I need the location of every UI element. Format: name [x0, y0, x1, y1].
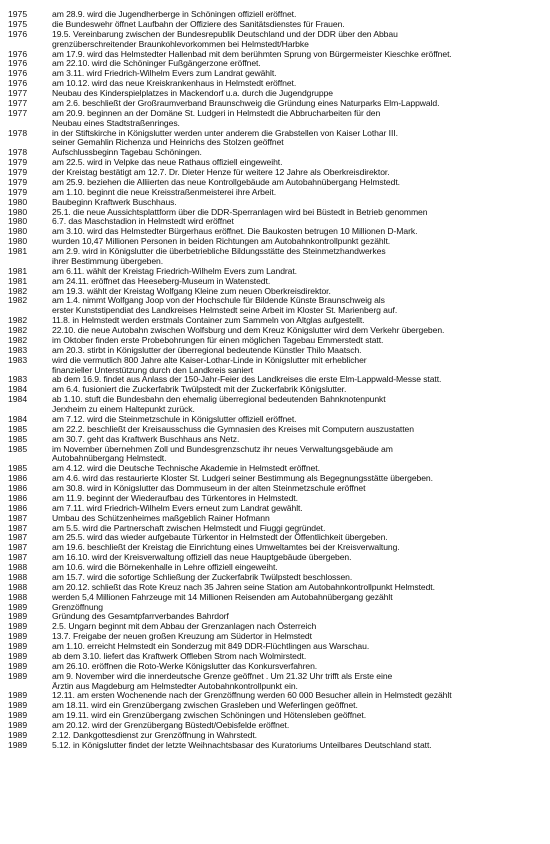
entry-text: am 7.11. wird Friedrich-Wilhelm Evers erneut zum Landrat gewählt. [52, 502, 303, 513]
entry-year: 1980 [8, 206, 28, 217]
entry-year: 1981 [8, 265, 28, 276]
entry-text: Baubeginn Kraftwerk Buschhaus. [52, 196, 177, 207]
entry-year: 1984 [8, 384, 28, 395]
entry-text: am 22.5. wird in Velpke das neue Rathaus offiziell eingeweiht. [52, 157, 283, 168]
entry-text: im November übernehmen Zoll und Bundesgrenzschutz ihr neues Verwaltungsgebäude am Autobahnübergang Helmstedt. [52, 443, 393, 464]
entry-year: 1983 [8, 374, 28, 385]
chronicle-entry [0, 30, 550, 50]
entry-year: 1988 [8, 571, 28, 582]
entry-text: werden 5,4 Millionen Fahrzeuge mit 14 Millionen Reisenden am Autobahnübergang gezählt [52, 591, 393, 602]
entry-year: 1989 [8, 710, 28, 721]
entry-year: 1976 [8, 48, 28, 59]
entry-year: 1987 [8, 522, 28, 533]
entry-text: am 19.11. wird ein Grenzübergang zwischen Schöningen und Hötensleben geöffnet. [52, 710, 367, 721]
entry-year: 1980 [8, 226, 28, 237]
entry-year: 1989 [8, 641, 28, 651]
entry-year: 1989 [8, 650, 28, 661]
entry-text: am 28.9. wird die Jugendherberge in Schöningen offiziell eröffnet. [52, 9, 297, 19]
entry-year: 1986 [8, 483, 28, 493]
entry-year: 1981 [8, 246, 28, 256]
chronicle-entry [0, 129, 550, 149]
entry-text: ab 1.10. stuft die Bundesbahn den ehemalig überregional bedeutenden Bahnknotenpunkt Jerxheim zu einem Haltepunkt zurück. [52, 394, 386, 414]
entry-year: 1976 [8, 58, 28, 69]
entry-year: 1988 [8, 591, 28, 602]
entry-year: 1979 [8, 186, 28, 197]
entry-text: ab dem 16.9. findet aus Anlass der 150-Jahr-Feier des Landkreises die erste Elm-Lappwald-Messe statt. [52, 374, 442, 385]
entry-text: am 25.5. wird das wieder aufgebaute Türkentor in Helmstedt der Öffentlichkeit übergeben. [52, 532, 388, 543]
entry-year: 1986 [8, 502, 28, 513]
entry-text: am 20.12. schließt das Rote Kreuz nach 35 Jahren seine Station am Autobahnkontrollpunkt Helmstedt. [52, 581, 435, 592]
entry-year: 1987 [8, 512, 28, 523]
entry-year: 1986 [8, 473, 28, 484]
entry-year: 1981 [8, 275, 28, 286]
entry-year: 1989 [8, 720, 28, 730]
entry-text: im Oktober finden erste Probebohrungen für einen möglichen Tagebau Emmerstedt statt. [52, 334, 384, 345]
entry-year: 1982 [8, 315, 28, 326]
entry-year: 1989 [8, 601, 28, 612]
entry-year: 1989 [8, 700, 28, 711]
entry-year: 1984 [8, 413, 28, 424]
chronicle-entry [0, 741, 550, 751]
entry-year: 1982 [8, 295, 28, 306]
entry-year: 1983 [8, 354, 28, 365]
entry-text: am 30.7. geht das Kraftwerk Buschhaus ans Netz. [52, 433, 240, 444]
entry-text: der Kreistag bestätigt am 12.7. Dr. Dieter Henze für weitere 12 Jahre als Oberkreisdirektor. [52, 167, 390, 177]
entry-year: 1980 [8, 236, 28, 247]
entry-year: 1976 [8, 28, 28, 39]
entry-year: 1989 [8, 690, 28, 701]
entry-year: 1977 [8, 97, 28, 108]
entry-text: am 19.3. wählt der Kreistag Wolfgang Kleine zum neuen Oberkreisdirektor. [52, 285, 331, 296]
entry-text: am 22.10. wird die Schöninger Fußgängerzone eröffnet. [52, 58, 261, 69]
entry-text: am 17.9. wird das Helmstedter Hallenbad mit dem berühmten Sprung von Bürgermeister Kieschke eröffnet. [52, 48, 452, 59]
entry-year: 1982 [8, 285, 28, 296]
entry-text: Neubau des Kinderspielplatzes in Mackendorf u.a. durch die Jugendgruppe [52, 88, 333, 98]
entry-text: am 19.6. beschließt der Kreistag die Einrichtung eines Umweltamtes bei der Kreisverwaltung. [52, 542, 400, 553]
entry-text: am 4.12. wird die Deutsche Technische Akademie in Helmstedt eröffnet. [52, 463, 320, 474]
entry-year: 1982 [8, 334, 28, 345]
entry-text: 2.12. Dankgottesdienst zur Grenzöffnung in Wahrstedt. [52, 729, 257, 740]
entry-text: wird die vermutlich 800 Jahre alte Kaiser-Lothar-Linde in Königslutter mit erheblicher finanzieller Unterstützung durch den Landkreis saniert [52, 354, 367, 375]
entry-text: am 1.10. beginnt die neue Kreisstraßenmeisterei ihre Arbeit. [52, 186, 277, 197]
entry-year: 1976 [8, 78, 28, 89]
entry-text: am 15.7. wird die sofortige Schließung der Zuckerfabrik Twülpstedt beschlossen. [52, 571, 353, 582]
entry-year: 1989 [8, 739, 28, 750]
chronicle-entry [0, 445, 550, 465]
entry-text: 6.7. das Maschstadion in Helmstedt wird eröffnet [52, 216, 234, 227]
entry-text: Umbau des Schützenheimes maßgeblich Rainer Hofmann [52, 512, 270, 523]
chronicle-entry [0, 672, 550, 692]
entry-year: 1985 [8, 463, 28, 474]
entry-text: am 3.11. wird Friedrich-Wilhelm Evers zum Landrat gewählt. [52, 68, 277, 79]
entry-year: 1985 [8, 443, 28, 454]
entry-text: am 6.4. fusioniert die Zuckerfabrik Twülpstedt mit der Zuckerfabrik Königslutter. [52, 384, 347, 395]
entry-year: 1979 [8, 167, 28, 177]
entry-text: 2.5. Ungarn beginnt mit dem Abbau der Grenzanlagen nach Österreich [52, 621, 317, 632]
entry-text: in der Stiftskirche in Königslutter werden unter anderem die Grabstellen von Kaiser Lothar III. seiner Gemahlin Richenza und Heinrichs des Stolzen geöffnet [52, 127, 398, 148]
entry-text: am 22.2. beschließt der Kreisausschuss die Gymnasien des Kreises mit Computern auszustatten [52, 423, 414, 434]
entry-year: 1978 [8, 127, 28, 138]
entry-text: ab dem 3.10. liefert das Kraftwerk Offleben Strom nach Wolmirstedt. [52, 650, 307, 661]
entry-year: 1987 [8, 542, 28, 553]
entry-text: am 10.12. wird das neue Kreiskrankenhaus in Helmstedt eröffnet. [52, 78, 297, 89]
entry-year: 1989 [8, 729, 28, 740]
entry-year: 1977 [8, 88, 28, 98]
chronicle-entry [0, 356, 550, 376]
entry-year: 1989 [8, 670, 28, 681]
entry-year: 1987 [8, 532, 28, 543]
entry-text: am 3.10. wird das Helmstedter Bürgerhaus eröffnet. Die Baukosten betrugen 10 Millionen D-Mark. [52, 226, 418, 237]
entry-year: 1989 [8, 631, 28, 642]
entry-text: am 11.9. beginnt der Wiederaufbau des Türkentores in Helmstedt. [52, 492, 298, 503]
entry-text: Gründung des Gesamtpfarrverbandes Bahrdorf [52, 611, 229, 622]
entry-year: 1986 [8, 492, 28, 503]
entry-year: 1975 [8, 18, 28, 29]
entry-year: 1988 [8, 562, 28, 572]
entry-year: 1977 [8, 107, 28, 118]
entry-text: am 25.9. beziehen die Alliierten das neue Kontrollgebäude am Autobahnübergang Helmstedt. [52, 176, 400, 187]
entry-text: am 18.11. wird ein Grenzübergang zwischen Grasleben und Weferlingen geöffnet. [52, 700, 358, 711]
entry-year: 1980 [8, 216, 28, 227]
entry-text: am 4.6. wird das restaurierte Kloster St. Ludgeri seiner Bestimmung als Begegnungsstätte übergeben. [52, 473, 433, 484]
entry-year: 1985 [8, 433, 28, 444]
entry-year: 1984 [8, 394, 28, 405]
entry-text: am 20.3. stirbt in Königslutter der überregional bedeutende Künstler Thilo Maatsch. [52, 344, 362, 355]
entry-year: 1979 [8, 157, 28, 168]
entry-text: Aufschlussbeginn Tagebau Schöningen. [52, 147, 202, 158]
entry-year: 1975 [8, 9, 28, 19]
entry-text: Grenzöffnung [52, 601, 103, 612]
entry-text: 13.7. Freigabe der neuen großen Kreuzung am Südertor in Helmstedt [52, 631, 312, 642]
entry-text: am 16.10. wird der Kreisverwaltung offiziell das neue Hauptgebäude übergeben. [52, 552, 352, 563]
chronicle-entry [0, 247, 550, 267]
entry-text: am 9. November wird die innerdeutsche Grenze geöffnet . Um 21.32 Uhr trifft als Erste eine Ärztin aus Magdeburg am Helmstedter Autobahnkontrollpunkt ein. [52, 670, 393, 691]
entry-text: 5.12. in Königslutter findet der letzte Weihnachtsbasar des Kuratoriums Unteilbares Deutschland statt. [52, 739, 432, 750]
entry-text: am 2.6. beschließt der Großraumverband Braunschweig die Gründung eines Naturparks Elm-Lappwald. [52, 97, 440, 108]
entry-year: 1989 [8, 660, 28, 671]
entry-year: 1983 [8, 344, 28, 355]
entry-year: 1985 [8, 423, 28, 434]
entry-text: am 1.10. erreicht Helmstedt ein Sonderzug mit 849 DDR-Flüchtlingen aus Warschau. [52, 641, 370, 651]
entry-text: am 26.10. eröffnen die Roto-Werke Königslutter das Konkursverfahren. [52, 660, 318, 671]
entry-text: am 24.11. eröffnet das Heeseberg-Museum in Watenstedt. [52, 275, 271, 286]
entry-year: 1982 [8, 325, 28, 335]
entry-year: 1987 [8, 552, 28, 563]
entry-text: am 5.5. wird die Partnerschaft zwischen Helmstedt und Fiuggi gegründet. [52, 522, 326, 533]
chronicle-entry [0, 109, 550, 129]
entry-text: am 1.4. nimmt Wolfgang Joop von der Hochschule für Bildende Künste Braunschweig als erster Kunststipendiat des Landkreises Helmstedt seine Arbeit im Kloster St. Marienberg auf. [52, 295, 398, 316]
entry-text: am 7.12. wird die Steinmetzschule in Königslutter offiziell eröffnet. [52, 413, 297, 424]
entry-year: 1979 [8, 176, 28, 187]
chronicle-entry [0, 395, 550, 415]
entry-year: 1989 [8, 621, 28, 632]
entry-text: wurden 10,47 Millionen Personen in beiden Richtungen am Autobahnkontrollpunkt gezählt. [52, 236, 391, 247]
entry-text: am 6.11. wählt der Kreistag Friedrich-Wilhelm Evers zum Landrat. [52, 265, 297, 276]
entry-year: 1989 [8, 611, 28, 622]
chronicle-page [0, 10, 550, 751]
entry-year: 1988 [8, 581, 28, 592]
entry-text: am 20.9. beginnen an der Domäne St. Ludgeri in Helmstedt die Abbrucharbeiten für den Neubau eines Stadtstraßenringes. [52, 107, 381, 128]
entry-text: 22.10. die neue Autobahn zwischen Wolfsburg und dem Kreuz Königslutter wird dem Verkehr übergeben. [52, 325, 445, 335]
entry-text: am 30.8. wird in Königslutter das Dommuseum in der alten Steinmetzschule eröffnet [52, 483, 366, 493]
entry-year: 1980 [8, 196, 28, 207]
entry-text: 11.8. in Helmstedt werden erstmals Container zum Sammeln von Altglas aufgestellt. [52, 315, 365, 326]
chronicle-entry [0, 296, 550, 316]
entry-text: am 2.9. wird in Königslutter die überbetriebliche Bildungsstätte des Steinmetzhandwerkes ihrer Bestimmung übergeben. [52, 246, 386, 266]
entry-text: 12.11. am ersten Wochenende nach der Grenzöffnung werden 60 000 Besucher allein in Helmstedt gezählt [52, 690, 452, 701]
entry-text: 25.1. die neue Aussichtsplattform über die DDR-Sperranlagen wird bei Büstedt in Betrieb genommen [52, 206, 428, 217]
entry-text: am 20.12. wird der Grenzübergang Büstedt/Oebisfelde eröffnet. [52, 720, 290, 730]
entry-year: 1978 [8, 147, 28, 158]
entry-text: 19.5. Vereinbarung zwischen der Bundesrepublik Deutschland und der DDR über den Abbau grenzüberschreitender Braunkohlevorkommen bei Helmstedt/Harbke [52, 28, 398, 49]
entry-text: am 10.6. wird die Börnekenhalle in Lehre offiziell eingeweiht. [52, 562, 278, 572]
entry-year: 1976 [8, 68, 28, 79]
entry-text: die Bundeswehr öffnet Laufbahn der Offiziere des Sanitätsdienstes für Frauen. [52, 18, 345, 29]
